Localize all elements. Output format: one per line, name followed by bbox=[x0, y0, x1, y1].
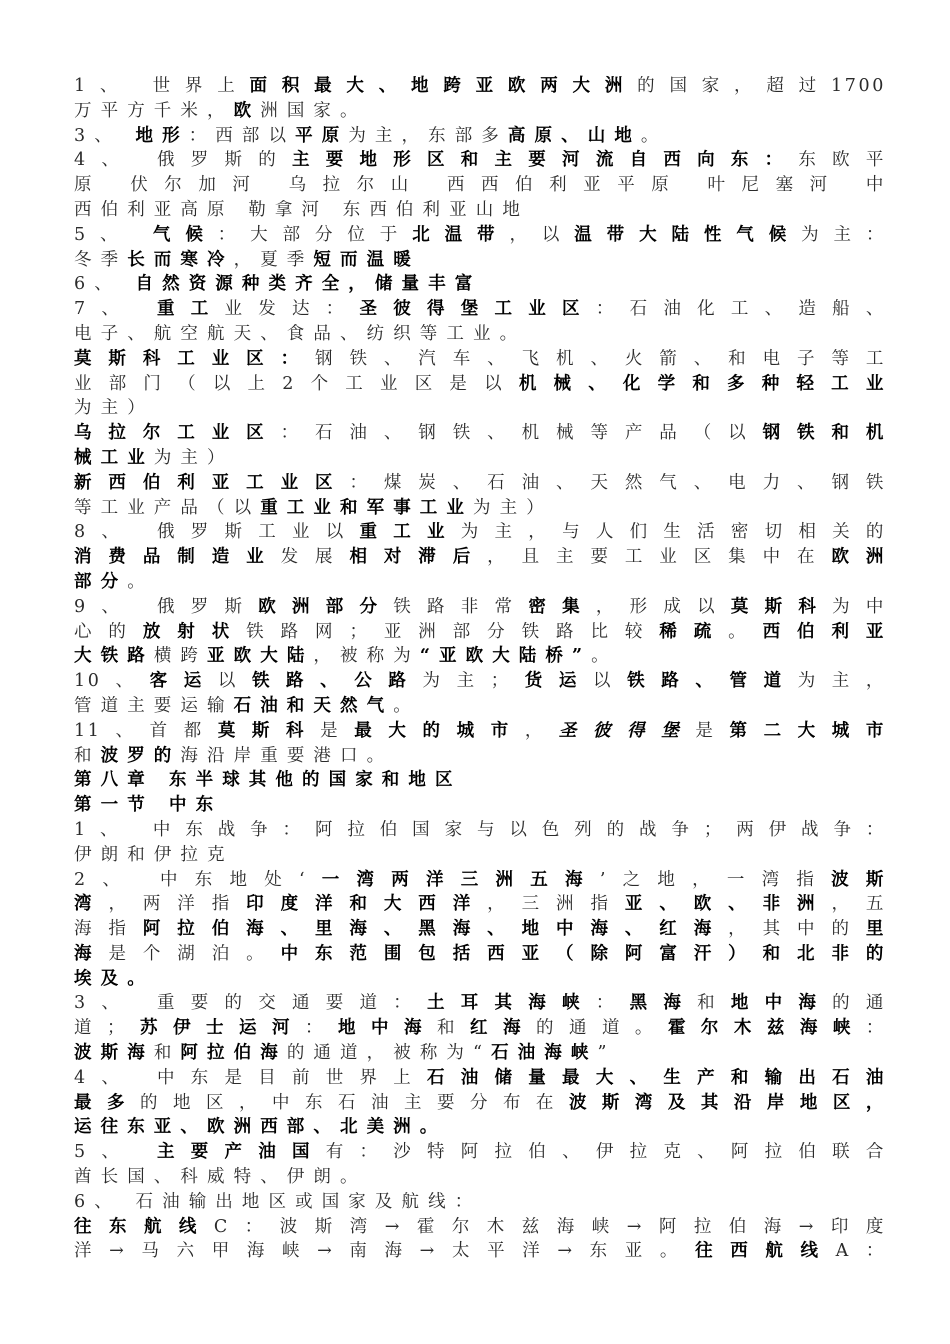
body-text: ，形成以 bbox=[595, 596, 731, 617]
emphasized-text: 大铁路 bbox=[74, 646, 154, 667]
text-line bbox=[74, 1165, 886, 1190]
body-text: 6、 bbox=[74, 274, 136, 295]
body-text: 为中 bbox=[832, 596, 887, 617]
body-text: ，五 bbox=[831, 894, 887, 915]
body-text: 8、 俄罗斯工业以 bbox=[74, 522, 360, 543]
emphasized-text: 圣彼得堡工业区 bbox=[359, 299, 596, 320]
emphasized-text: 高原、山地 bbox=[507, 125, 641, 146]
body-text: ” bbox=[597, 1043, 616, 1064]
emphasized-text: 阿拉伯海 bbox=[180, 1043, 287, 1064]
body-text: 道； bbox=[74, 1018, 128, 1039]
body-text: 为主） bbox=[153, 447, 234, 468]
body-text: ：大部分位于 bbox=[217, 224, 413, 245]
body-text: ：石油、钢铁、机械等产品（以 bbox=[280, 423, 763, 444]
emphasized-text: 平原 bbox=[295, 125, 349, 146]
emphasized-text: 温带大陆性气候 bbox=[574, 224, 802, 245]
emphasized-text: 莫斯科 bbox=[217, 720, 321, 741]
emphasized-text: 土耳其海峡 bbox=[427, 993, 596, 1014]
emphasized-text: 新西伯利亚工业区 bbox=[74, 472, 350, 493]
body-text: 海沿岸重要港口。 bbox=[180, 745, 394, 766]
text-line bbox=[74, 818, 886, 843]
body-text: 洲国家。 bbox=[260, 100, 367, 121]
body-text: 的通道，被称为“ bbox=[286, 1043, 492, 1064]
emphasized-text: 自然资源种类齐全，储量丰富 bbox=[135, 274, 482, 295]
body-text: 3、 bbox=[74, 125, 136, 146]
emphasized-text: 波斯海 bbox=[74, 1043, 154, 1064]
emphasized-text: 部分 bbox=[74, 571, 128, 592]
body-text: 的地区，中东石油主要分布在 bbox=[140, 1092, 569, 1113]
text-line bbox=[74, 1239, 886, 1264]
body-text: ，其中的 bbox=[728, 919, 866, 940]
text-line bbox=[74, 1215, 886, 1240]
emphasized-text: 客运 bbox=[149, 671, 218, 692]
body-text: 4、 俄罗斯的 bbox=[74, 150, 292, 171]
emphasized-text: 亚、欧、非洲 bbox=[624, 894, 832, 915]
body-text: 。 bbox=[591, 646, 618, 667]
emphasized-text: 气候 bbox=[152, 224, 218, 245]
body-text: 等工业产品（以 bbox=[74, 497, 261, 518]
emphasized-text: 波斯湾及其沿岸地区， bbox=[568, 1092, 887, 1113]
text-line bbox=[74, 74, 886, 99]
text-line bbox=[74, 744, 886, 769]
emphasized-text: 铁路、管道 bbox=[627, 671, 798, 692]
body-text: 和 bbox=[697, 993, 731, 1014]
body-text: 5、 bbox=[74, 1142, 157, 1163]
body-text: 为主： bbox=[801, 224, 887, 245]
body-text: 为主，与人们生活密切相关的 bbox=[460, 522, 887, 543]
text-line bbox=[74, 1140, 886, 1165]
emphasized-text: 红海 bbox=[469, 1018, 536, 1039]
body-text: 为主） bbox=[74, 398, 154, 419]
text-line bbox=[74, 843, 886, 868]
text-line bbox=[74, 372, 886, 397]
body-text: 海指 bbox=[74, 919, 143, 940]
text-line bbox=[74, 297, 886, 322]
text-line bbox=[74, 719, 886, 744]
text-line bbox=[74, 669, 886, 694]
body-text: 和 bbox=[74, 745, 101, 766]
emphasized-text: 地形 bbox=[135, 125, 189, 146]
emphasized-text: 相对滞后 bbox=[349, 547, 488, 568]
body-text: 11、首都 bbox=[74, 720, 218, 741]
emphasized-text: 埃及。 bbox=[74, 968, 154, 989]
body-text: 原 伏尔加河 乌拉尔山 西西伯利亚平原 叶尼塞河 中 bbox=[74, 175, 886, 196]
text-line bbox=[74, 496, 886, 521]
body-text: ： bbox=[595, 993, 630, 1014]
emphasized-text: 里 bbox=[865, 919, 887, 940]
text-line bbox=[74, 421, 886, 446]
body-text: A： bbox=[835, 1241, 887, 1262]
body-text: 酋长国、科威特、伊朗。 bbox=[74, 1167, 367, 1188]
emphasized-text: “亚欧大陆桥” bbox=[419, 646, 592, 667]
emphasized-text: 面积最大、地跨亚欧两大洲 bbox=[249, 76, 638, 96]
text-line bbox=[74, 347, 886, 372]
text-line bbox=[74, 148, 886, 173]
body-text: 4、 中东是目前世界上 bbox=[74, 1067, 428, 1088]
emphasized-text: 欧洲 bbox=[831, 547, 887, 568]
emphasized-text: 波斯 bbox=[831, 869, 887, 890]
body-text: ， bbox=[524, 720, 559, 741]
text-line bbox=[74, 793, 886, 818]
body-text: 为主） bbox=[473, 497, 553, 518]
text-line bbox=[74, 223, 886, 248]
emphasized-text: 最多 bbox=[74, 1092, 140, 1113]
text-line bbox=[74, 198, 886, 223]
emphasized-text: 海 bbox=[74, 943, 109, 964]
emphasized-text: 地中海 bbox=[337, 1018, 437, 1039]
body-text: ：石油化工、造船、 bbox=[595, 299, 887, 320]
body-text: 横跨 bbox=[153, 646, 208, 667]
emphasized-text: 阿拉伯海、里海、黑海、地中海、红海 bbox=[142, 919, 729, 940]
text-line bbox=[74, 124, 886, 149]
emphasized-text: 苏伊士运河 bbox=[127, 1018, 305, 1039]
emphasized-text: 湾 bbox=[74, 894, 109, 915]
emphasized-text: 最大的城市 bbox=[354, 720, 525, 741]
body-text: 钢铁、汽车、飞机、火箭、和电子等工 bbox=[315, 348, 887, 369]
body-text: 5、 bbox=[74, 224, 153, 245]
emphasized-text: 石油和天然气 bbox=[233, 695, 394, 716]
text-line bbox=[74, 1091, 886, 1116]
body-text: 西伯利亚高原 勒拿河 东西伯利亚山地 bbox=[74, 199, 529, 220]
emphasized-text: 乌拉尔工业区 bbox=[74, 423, 281, 444]
text-line bbox=[74, 768, 886, 793]
text-line bbox=[74, 1066, 886, 1091]
emphasized-text: 第一节 中东 bbox=[74, 795, 223, 816]
body-text: 1、 中东战争：阿拉伯国家与以色列的战争；两伊战争： bbox=[74, 819, 886, 840]
emphasized-text: 第八章 东半球其他的国家和地区 bbox=[74, 770, 462, 791]
body-text: ： bbox=[304, 1018, 338, 1039]
emphasized-text: 货运 bbox=[510, 671, 594, 692]
emphasized-text: 往东航线 bbox=[74, 1216, 214, 1237]
emphasized-text: 机械、化学和多种轻工业 bbox=[518, 373, 886, 394]
body-text: 万平方千米， bbox=[74, 100, 234, 121]
body-text: 是 bbox=[695, 720, 730, 741]
emphasized-text: 消费品制造业 bbox=[74, 547, 281, 568]
text-line bbox=[74, 99, 886, 124]
emphasized-text: 密集 bbox=[528, 596, 596, 617]
body-text: 铁路非常 bbox=[393, 596, 529, 617]
emphasized-text: 欧 bbox=[233, 100, 261, 121]
body-text: 管道主要运输 bbox=[74, 695, 234, 716]
emphasized-text: 西伯利亚 bbox=[762, 621, 887, 642]
body-text: 的通 bbox=[832, 993, 887, 1014]
body-text: 东欧平 bbox=[798, 150, 886, 171]
emphasized-text: 一湾两洋三洲五海 bbox=[307, 869, 600, 890]
body-text: 2、 中东地处‘ bbox=[74, 869, 308, 890]
text-line bbox=[74, 1016, 886, 1041]
emphasized-text: 主要产油国 bbox=[156, 1142, 326, 1163]
text-line bbox=[74, 595, 886, 620]
text-line bbox=[74, 396, 886, 421]
body-text: 6、 石油输出地区或国家及航线： bbox=[74, 1191, 482, 1212]
text-line bbox=[74, 694, 886, 719]
body-text: ，以 bbox=[509, 224, 575, 245]
body-text: 铁路网；亚洲部分铁路比较 bbox=[246, 621, 660, 642]
body-text: 冬季 bbox=[74, 249, 128, 270]
body-text: 发展 bbox=[280, 547, 350, 568]
body-text: 有：沙特阿拉伯、伊拉克、阿拉伯联合 bbox=[325, 1142, 887, 1163]
emphasized-text: 圣彼得堡 bbox=[558, 720, 696, 741]
body-text: 为主； bbox=[422, 671, 511, 692]
body-text: ，被称为 bbox=[313, 646, 420, 667]
text-line bbox=[74, 520, 886, 545]
text-line bbox=[74, 446, 886, 471]
body-text: 为主， bbox=[797, 671, 887, 692]
emphasized-text: 亚欧大陆 bbox=[207, 646, 314, 667]
emphasized-text: 放射状 bbox=[142, 621, 247, 642]
text-line bbox=[74, 967, 886, 992]
emphasized-text: 地中海 bbox=[730, 993, 833, 1014]
emphasized-text: 运往东亚、欧洲西部、北美洲。 bbox=[74, 1117, 447, 1138]
emphasized-text: 稀疏 bbox=[659, 621, 729, 642]
body-text: 业发达： bbox=[224, 299, 360, 320]
emphasized-text: 重工业 bbox=[359, 522, 461, 543]
body-text: 和 bbox=[153, 1043, 181, 1064]
body-text: ，且主要工业区集中在 bbox=[487, 547, 832, 568]
text-line bbox=[74, 173, 886, 198]
body-text: 和 bbox=[436, 1018, 470, 1039]
text-line bbox=[74, 917, 886, 942]
body-text: ，夏季 bbox=[233, 249, 314, 270]
body-text: 伊朗和伊拉克 bbox=[74, 844, 234, 865]
body-text: 为主，东部多 bbox=[348, 125, 508, 146]
emphasized-text: 莫斯科 bbox=[730, 596, 833, 617]
body-text: 。 bbox=[127, 571, 154, 592]
body-text: 3、 重要的交通要道： bbox=[74, 993, 428, 1014]
body-text: 10、 bbox=[74, 671, 150, 692]
body-text: 。 bbox=[728, 621, 763, 642]
emphasized-text: 中东范围包括西亚（除阿富汗）和北非的 bbox=[280, 943, 887, 964]
body-text: 7、 bbox=[74, 299, 157, 320]
text-line bbox=[74, 942, 886, 967]
emphasized-text: 铁路、公路 bbox=[251, 671, 423, 692]
body-text: 的通道。 bbox=[535, 1018, 668, 1039]
body-text: 1、 世界上 bbox=[74, 76, 250, 96]
emphasized-text: 重工 bbox=[156, 299, 225, 320]
text-line bbox=[74, 545, 886, 570]
text-line bbox=[74, 892, 886, 917]
body-text: ：西部以 bbox=[188, 125, 296, 146]
text-line bbox=[74, 322, 886, 347]
emphasized-text: 莫斯科工业区： bbox=[74, 348, 316, 369]
emphasized-text: 欧洲部分 bbox=[258, 596, 394, 617]
text-line bbox=[74, 471, 886, 496]
body-text: ，两洋指 bbox=[108, 894, 247, 915]
text-line bbox=[74, 1115, 886, 1140]
emphasized-text: 主要地形区和主要河流自西向东： bbox=[292, 150, 799, 171]
body-text: 。 bbox=[393, 695, 420, 716]
body-text: 9、 俄罗斯 bbox=[74, 596, 259, 617]
body-text: 以 bbox=[217, 671, 252, 692]
emphasized-text: 第二大城市 bbox=[729, 720, 887, 741]
text-line bbox=[74, 570, 886, 595]
emphasized-text: 石油储量最大、生产和输出石油 bbox=[427, 1067, 886, 1088]
body-text: 以 bbox=[593, 671, 628, 692]
body-text: ：煤炭、石油、天然气、电力、钢铁 bbox=[349, 472, 887, 493]
body-text: ，三洲指 bbox=[487, 894, 625, 915]
body-text: 是个湖泊。 bbox=[108, 943, 281, 964]
emphasized-text: 短而温暖 bbox=[313, 249, 420, 270]
body-text: 电子、航空航天、食品、纺织等工业。 bbox=[74, 323, 527, 344]
emphasized-text: 黑海 bbox=[629, 993, 698, 1014]
body-text: ’之地，一湾指 bbox=[599, 869, 832, 890]
emphasized-text: 北温带 bbox=[412, 224, 510, 245]
text-line bbox=[74, 868, 886, 893]
text-line bbox=[74, 248, 886, 273]
emphasized-text: 霍尔木兹海峡 bbox=[667, 1018, 866, 1039]
emphasized-text: 钢铁和机 bbox=[762, 423, 887, 444]
body-text: 是 bbox=[320, 720, 355, 741]
body-text: 业部门（以上2个工业区是以 bbox=[74, 373, 519, 394]
body-text: 心的 bbox=[74, 621, 143, 642]
emphasized-text: 重工业和军事工业 bbox=[260, 497, 474, 518]
body-text: 的国家，超过1700 bbox=[637, 76, 886, 96]
text-line bbox=[74, 644, 886, 669]
emphasized-text: 波罗的 bbox=[100, 745, 181, 766]
text-line bbox=[74, 1190, 886, 1215]
body-text: 。 bbox=[640, 125, 668, 146]
emphasized-text: 械工业 bbox=[74, 447, 154, 468]
text-line bbox=[74, 620, 886, 645]
emphasized-text: 往西航线 bbox=[695, 1241, 836, 1262]
body-text: ： bbox=[865, 1018, 887, 1039]
text-line bbox=[74, 991, 886, 1016]
text-line bbox=[74, 1041, 886, 1066]
document-body bbox=[74, 74, 886, 1264]
body-text: 洋→马六甲海峡→南海→太平洋→东亚。 bbox=[74, 1241, 696, 1262]
emphasized-text: 长而寒冷 bbox=[127, 249, 234, 270]
emphasized-text: 石油海峡 bbox=[491, 1043, 598, 1064]
emphasized-text: 印度洋和大西洋 bbox=[246, 894, 488, 915]
body-text: C：波斯湾→霍尔木兹海峡→阿拉伯海→印度 bbox=[213, 1216, 886, 1237]
text-line bbox=[74, 272, 886, 297]
